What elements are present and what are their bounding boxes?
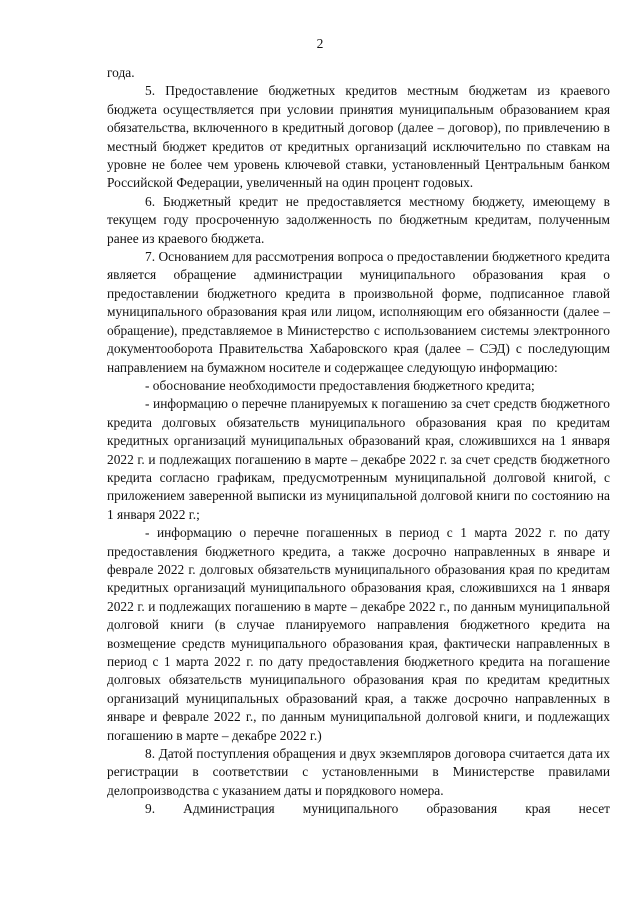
paragraph-7: 7. Основанием для рассмотрения вопроса о предоставлении бюджетного кредита является обращение администрации муниципального образования края о предоставлении бюджетного кредита в произвольной форме, подписанное главой муниципального образования края или лицом, исполняющим его обязанности (далее – обращение), представляемое в Министерство с использованием системы электронного документооборота Правительства Хабаровского края (далее – СЭД) с последующим направлением на бумажном носителе и содержащее следующую информацию: <box>107 249 610 375</box>
paragraph-5: 5. Предоставление бюджетных кредитов местным бюджетам из краевого бюджета осуществляется при условии принятия муниципальным образованием края обязательства, включенного в кредитный договор (далее – договор), по привлечению в местный бюджет кредитов от кредитных организаций исключительно по ставкам на уровне не более чем уровень ключевой ставки, установленный Центральным банком Российской Федерации, увеличенный на один процент годовых. <box>107 83 610 191</box>
paragraph-continuation: года. <box>107 65 135 80</box>
paragraph-6: 6. Бюджетный кредит не предоставляется местному бюджету, имеющему в текущем году просроченную задолженность по бюджетным кредитам, полученным ранее из краевого бюджета. <box>107 193 610 246</box>
paragraph-7-item-3: - информацию о перечне погашенных в период с 1 марта 2022 г. по дату предоставления бюджетного кредита, а также досрочно направленных в январе и феврале 2022 г. долговых обязательств муниципального образования края по кредитам кредитных организаций муниципального образования края, сложившихся на 1 января 2022 г. и подлежащих погашению в марте – декабре 2022 г., по данным муниципальной долговой книги (в случае планируемого направления бюджетного кредита на возмещение средств муниципального образования края, фактически направленных в период с 1 марта 2022 г. по дату предоставления бюджетного кредита на погашение долговых обязательств муниципального образования края по кредитам кредитных организаций муниципальных образований края, а также досрочно направленных в январе и феврале 2022 г., по данным муниципальной долговой книги, и подлежащих погашению в марте – декабре 2022 г.) <box>107 525 610 743</box>
paragraph-8: 8. Датой поступления обращения и двух экземпляров договора считается дата их регистрации в соответствии с установленными в Министерстве правилами делопроизводства с указанием даты и порядкового номера. <box>107 746 610 798</box>
document-body <box>107 64 610 819</box>
paragraph-9: 9. Администрация муниципального образования края несет <box>145 801 610 817</box>
paragraph-7-item-2: - информацию о перечне планируемых к погашению за счет средств бюджетного кредита долговых обязательств муниципального образования края по кредитам кредитных организаций муниципальных образований края, сложившихся на 1 января 2022 г. и подлежащих погашению в марте – декабре 2022 г. за счет средств бюджетного кредита согласно графикам, предусмотренным муниципальной долговой книгой, с приложением заверенной выписки из муниципальной долговой книги по состоянию на 1 января 2022 г.; <box>107 396 610 522</box>
page-number: 2 <box>316 36 324 51</box>
paragraph-7-item-1: - обоснование необходимости предоставления бюджетного кредита; <box>145 377 535 393</box>
